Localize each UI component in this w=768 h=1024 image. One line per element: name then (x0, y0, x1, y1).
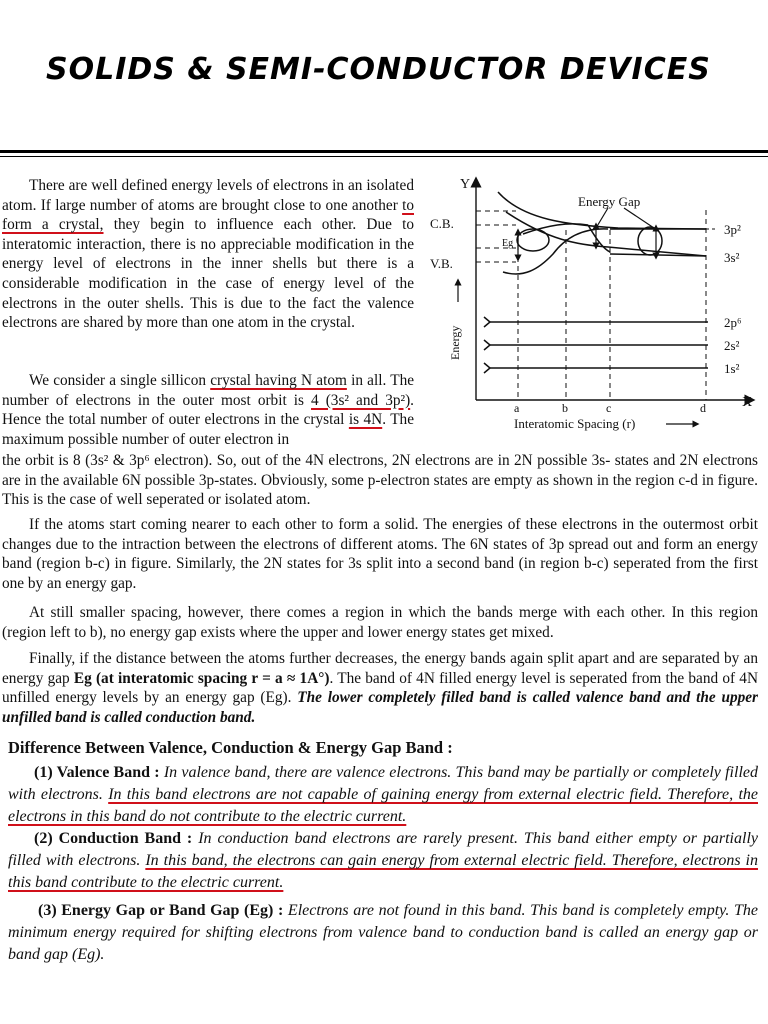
page-title: SOLIDS & SEMI-CONDUCTOR DEVICES (46, 52, 711, 87)
underline-conduction: In this band, the electrons can gain energy from external electric field. Therefore, electrons in this band contribute to the electric current. (8, 852, 759, 891)
underline-form-crystal: to form a crystal, (2, 196, 414, 234)
vb-label: V.B. (430, 256, 453, 271)
eg-spacing-bold: Eg (at interatomic spacing r = a ≈ 1A°) (73, 669, 330, 687)
point-a: a (514, 401, 520, 415)
energy-axis-label: Energy (448, 325, 462, 360)
underline-valence: In this band electrons are not capable of gaining energy from external electric field. Therefore, the electrons in this band do not contribute to the electric current. (8, 786, 758, 825)
body-paragraph-4: At still smaller spacing, however, there comes a region in which the bands merge with each other. In this region (region left to b), no energy gap exists where the upper and lower energy states get mixed. (2, 604, 758, 641)
body-paragraph-5: Finally, if the distance between the atoms further decreases, the energy bands again split apart and are separated by an energy gap Eg (at interatomic spacing r = a ≈ 1A°). The band of 4N filled energy level is seperated from the band of 4N unfilled energy levels by an energy gap (Eg). The lower completely filled band is called valence band and the upper unfilled band is called conduction band. (2, 650, 759, 726)
valence-band-label: (1) Valence Band : (34, 764, 160, 781)
cb-label: C.B. (430, 216, 454, 231)
energy-gap-label: Energy Gap (578, 194, 641, 209)
point-d: d (700, 401, 706, 415)
body-paragraph-3: If the atoms start coming nearer to each other to form a solid. The energies of these electrons in the outermost orbit changes due to the intraction between the electrons of different atoms. The 6N states of 3p spread out and form an energy band (region b-c) in figure. Similarly, the 2N states for 3s split into a second band (in region b-c) seperated from the first one by an energy gap. (2, 516, 758, 592)
energy-gap-band-label: (3) Energy Gap or Band Gap (Eg) : (38, 902, 284, 919)
underline-4n: is 4N (348, 411, 383, 429)
level-2p: 2p⁶ (724, 315, 742, 330)
body-paragraph-2-cont: the orbit is 8 (3s² & 3p⁶ electron). So, out of the 4N electrons, 2N electrons are in 2N possible 3s- states and 2N electrons are in the available 6N possible 3p-states. Obviously, some p-electron states are empty as shown in the region c-d in figure. This is the case of well seperated or isolated atom. (2, 452, 758, 509)
title-rule-thick (0, 150, 768, 153)
title-rule-thin (0, 156, 768, 157)
underline-crystal-n-atom: crystal having N atom (210, 372, 347, 389)
intro-paragraph-2: We consider a single sillicon crystal having N atom in all. The number of electrons in the outer most orbit is 4 (3s² and 3p²). Hence the total number of outer electrons in the crystal is 4N. The maximum possible number of outer electron in (2, 372, 415, 448)
level-2s: 2s² (724, 338, 740, 353)
level-3p: 3p² (724, 222, 741, 237)
underline-electron-count: 4 (3s² and 3p²) (311, 391, 411, 409)
x-axis-label: X (742, 395, 753, 410)
level-3s: 3s² (724, 250, 740, 265)
section-heading: Difference Between Valence, Conduction & Energy Gap Band : (8, 738, 453, 757)
point-c: c (606, 401, 612, 415)
y-axis-label: Y (460, 177, 471, 192)
definition-bold-italic: The lower completely filled band is called valence band and the upper unfilled band is called conduction band. (2, 689, 758, 726)
valence-band-definition: (1) Valence Band : In valence band, there are valence electrons. This band may be partially or completely filled with electrons. In this band electrons are not capable of gaining energy from external electric field. Therefore, the electrons in this band do not contribute to the electric current. (8, 764, 758, 825)
energy-gap-definition: (3) Energy Gap or Band Gap (Eg) : Electrons are not found in this band. This band is completely empty. The minimum energy required for shifting electrons from valence band to conduction band is called an energy gap or band gap (Eg). (8, 902, 758, 963)
eg-label: Eg (502, 238, 514, 249)
level-1s: 1s² (724, 361, 740, 376)
conduction-band-definition: (2) Conduction Band : In conduction band electrons are rarely present. This band either empty or partially filled with electrons. In this band, the electrons can gain energy from external electric field. Therefore, electrons in this band contribute to the electric current. (8, 830, 759, 891)
conduction-band-label: (2) Conduction Band : (34, 830, 193, 847)
intro-paragraph-1: There are well defined energy levels of electrons in an isolated atom. If large number of atoms are brought close to one another to form a crystal, they begin to influence each other. Due to interatomic interaction, there is no appreciable modification in the energy level of electrons in the inner shells but there is a considerable modification in the case of energy level of the electrons in the outer shells. This is due to the fact the valence electrons are shared by more than one atom in the crystal. (2, 177, 414, 332)
point-b: b (562, 401, 568, 415)
x-axis-caption: Interatomic Spacing (r) (514, 416, 636, 431)
energy-band-diagram (428, 170, 764, 440)
